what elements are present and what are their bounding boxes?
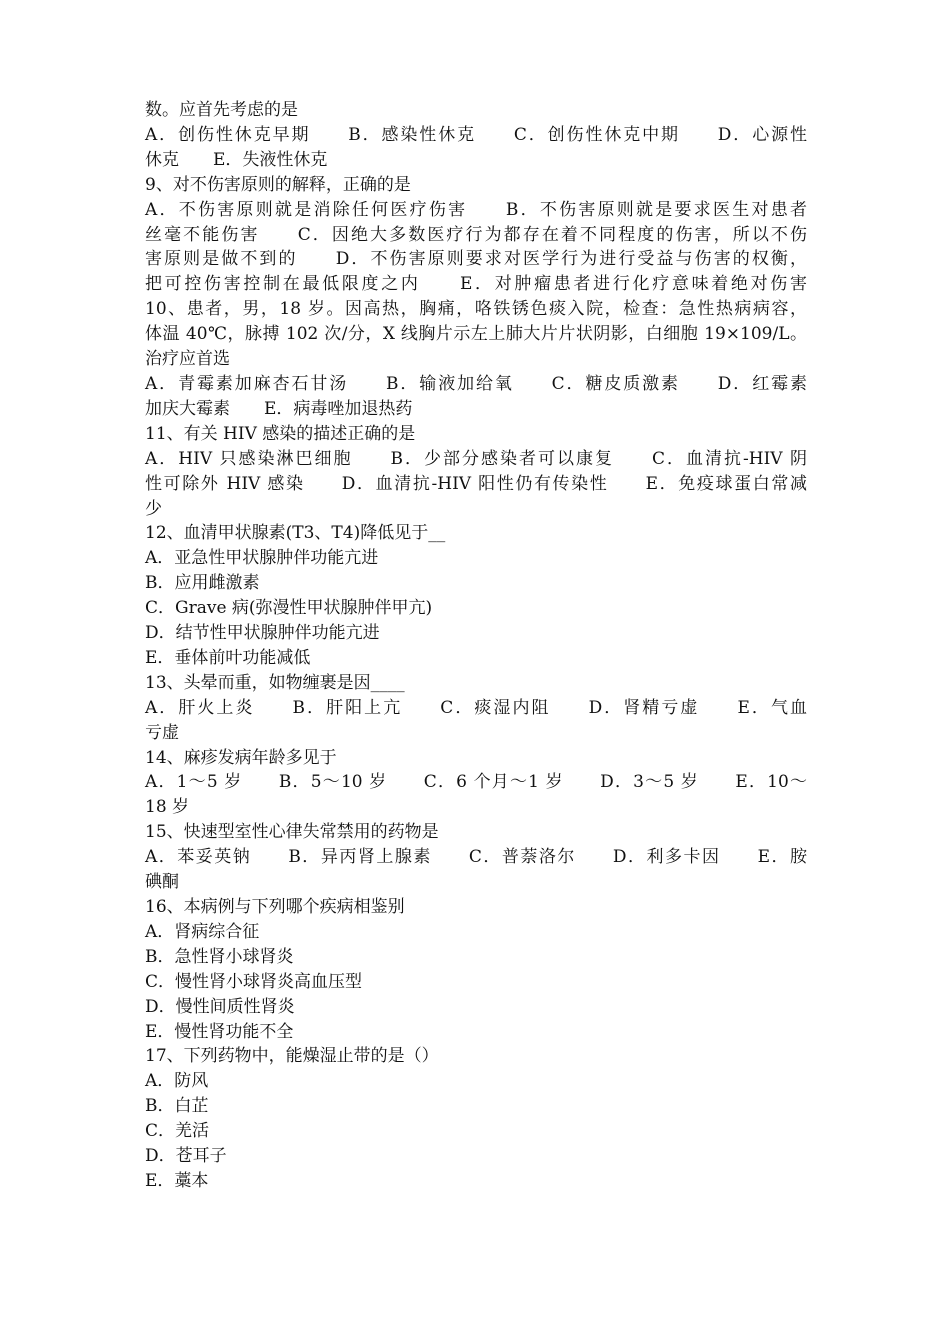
text-line: A．创伤性休克早期 B．感染性休克 C．创伤性休克中期 D．心源性 xyxy=(145,124,807,145)
text-line: 12、血清甲状腺素(T3、T4)降低见于__ xyxy=(145,523,446,544)
text-line: A．不伤害原则就是消除任何医疗伤害 B．不伤害原则就是要求医生对患者 xyxy=(145,199,807,220)
text-line: C．慢性肾小球肾炎高血压型 xyxy=(145,971,363,992)
document-page xyxy=(145,98,807,1194)
text-line: 10、患者，男，18 岁。因高热，胸痛，咯铁锈色痰入院，检查：急性热病病容， xyxy=(145,299,807,320)
text-line: 休克 E．失液性休克 xyxy=(145,149,328,170)
text-line: B．白芷 xyxy=(145,1096,209,1117)
text-line: E．藁本 xyxy=(145,1170,209,1191)
text-line: 13、头晕而重，如物缠裹是因____ xyxy=(145,672,405,693)
text-line: 18 岁 xyxy=(145,797,190,818)
text-line: C．羌活 xyxy=(145,1121,210,1142)
text-line: D．苍耳子 xyxy=(145,1146,227,1167)
text-line: E．慢性肾功能不全 xyxy=(145,1021,294,1042)
text-line: A．肾病综合征 xyxy=(145,921,260,942)
text-line: A．青霉素加麻杏石甘汤 B．输液加给氧 C．糖皮质激素 D．红霉素 xyxy=(145,373,807,394)
text-line: 15、快速型室性心律失常禁用的药物是 xyxy=(145,822,439,843)
text-line: 少 xyxy=(145,498,162,519)
text-line: 加庆大霉素 E．病毒唑加退热药 xyxy=(145,398,413,419)
text-line: 16、本病例与下列哪个疾病相鉴别 xyxy=(145,897,405,917)
text-line: 14、麻疹发病年龄多见于 xyxy=(145,747,337,768)
text-line: 11、有关 HIV 感染的描述正确的是 xyxy=(145,423,416,444)
text-line: E．垂体前叶功能减低 xyxy=(145,647,311,668)
text-line: 体温 40℃，脉搏 102 次/分，X 线胸片示左上肺大片片状阴影，白细胞 19×109/L。 xyxy=(145,324,807,345)
text-line: 性可除外 HIV 感染 D．血清抗-HIV 阳性仍有传染性 E．免疫球蛋白常减 xyxy=(145,473,807,494)
text-line: A．HIV 只感染淋巴细胞 B．少部分感染者可以康复 C．血清抗-HIV 阴 xyxy=(145,448,807,469)
text-line: A．苯妥英钠 B．异丙肾上腺素 C．普萘洛尔 D．利多卡因 E．胺 xyxy=(145,847,807,868)
text-line: B．应用雌激素 xyxy=(145,573,260,594)
text-line: A．肝火上炎 B．肝阳上亢 C．痰湿内阻 D．肾精亏虚 E．气血 xyxy=(145,697,807,718)
text-line: 丝毫不能伤害 C．因绝大多数医疗行为都存在着不同程度的伤害，所以不伤 xyxy=(145,224,807,245)
text-line: B．急性肾小球肾炎 xyxy=(145,946,294,967)
text-line: D．慢性间质性肾炎 xyxy=(145,996,295,1017)
text-line: 把可控伤害控制在最低限度之内 E．对肿瘤患者进行化疗意味着绝对伤害 xyxy=(145,274,807,295)
text-line: 害原则是做不到的 D．不伤害原则要求对医学行为进行受益与伤害的权衡， xyxy=(145,249,807,270)
text-line: C．Grave 病(弥漫性甲状腺肿伴甲亢) xyxy=(145,598,433,619)
text-line: A．亚急性甲状腺肿伴功能亢进 xyxy=(145,548,379,569)
text-line: 17、下列药物中，能燥湿止带的是（） xyxy=(145,1046,439,1067)
text-line: 数。应首先考虑的是 xyxy=(145,100,298,120)
text-line: A．1～5 岁 B．5～10 岁 C．6 个月～1 岁 D．3～5 岁 E．10～ xyxy=(145,772,807,793)
text-line: D．结节性甲状腺肿伴功能亢进 xyxy=(145,623,380,644)
text-line: 治疗应首选 xyxy=(145,349,230,370)
text-line: 9、对不伤害原则的解释，正确的是 xyxy=(145,174,411,195)
text-line: 碘酮 xyxy=(145,872,179,893)
text-line: 亏虚 xyxy=(145,722,179,743)
text-line: A．防风 xyxy=(145,1071,209,1092)
